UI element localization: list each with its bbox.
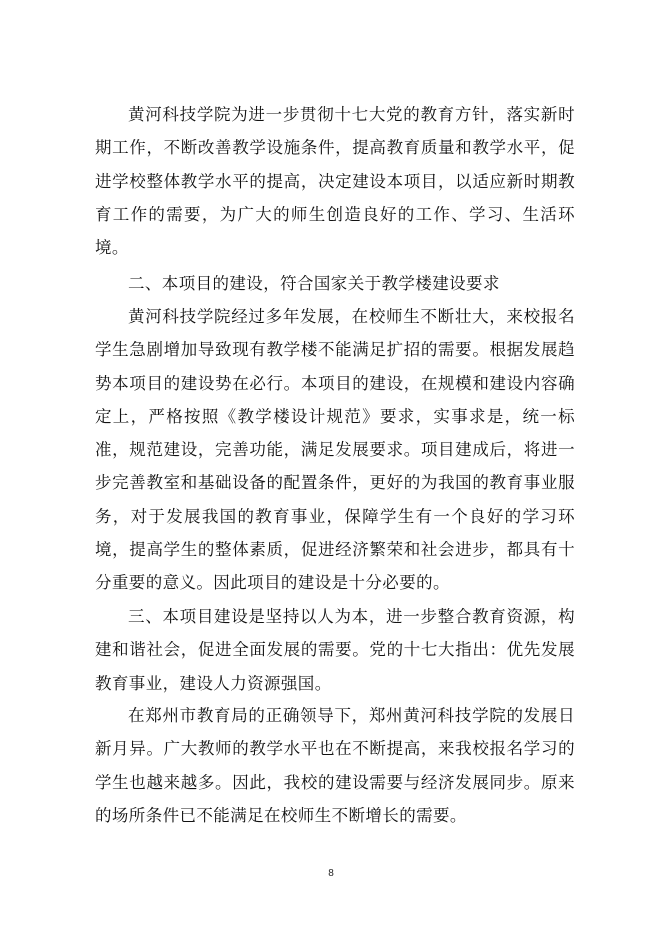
paragraph-section-three: 三、本项目建设是坚持以人为本，进一步整合教育资源，构建和谐社会，促进全面发展的需要。党的十七大指出：优先发展教育事业，建设人力资源强国。 [95,607,575,693]
paragraph-zhengzhou-development: 在郑州市教育局的正确领导下，郑州黄河科技学院的发展日新月异。广大教师的教学水平也在不断提高，来我校报名学习的学生也越来越多。因此，我校的建设需要与经济发展同步。原来的场所条件已不能满足在校师生不断增长的需要。 [95,706,575,825]
section-heading-two: 二、本项目的建设，符合国家关于教学楼建设要求 [128,274,500,293]
paragraph-section-two-body: 黄河科技学院经过多年发展，在校师生不断壮大，来校报名学生急剧增加导致现有教学楼不能满足扩招的需要。根据发展趋势本项目的建设势在必行。本项目的建设，在规模和建设内容确定上，严格按照《教学楼设计规范》要求，实事求是，统一标准，规范建设，完善功能，满足发展要求。项目建成后，将进一步完善教室和基础设备的配置条件，更好的为我国的教育事业服务，对于发展我国的教育事业，保障学生有一个良好的学习环境，提高学生的整体素质，促进经济繁荣和社会进步，都具有十分重要的意义。因此项目的建设是十分必要的。 [95,307,575,593]
paragraph-intro: 黄河科技学院为进一步贯彻十七大党的教育方针，落实新时期工作，不断改善教学设施条件，提高教育质量和教学水平，促进学校整体教学水平的提高，决定建设本项目，以适应新时期教育工作的需要，为广大的师生创造良好的工作、学习、生活环境。 [95,105,575,258]
page-number: 8 [328,868,334,879]
